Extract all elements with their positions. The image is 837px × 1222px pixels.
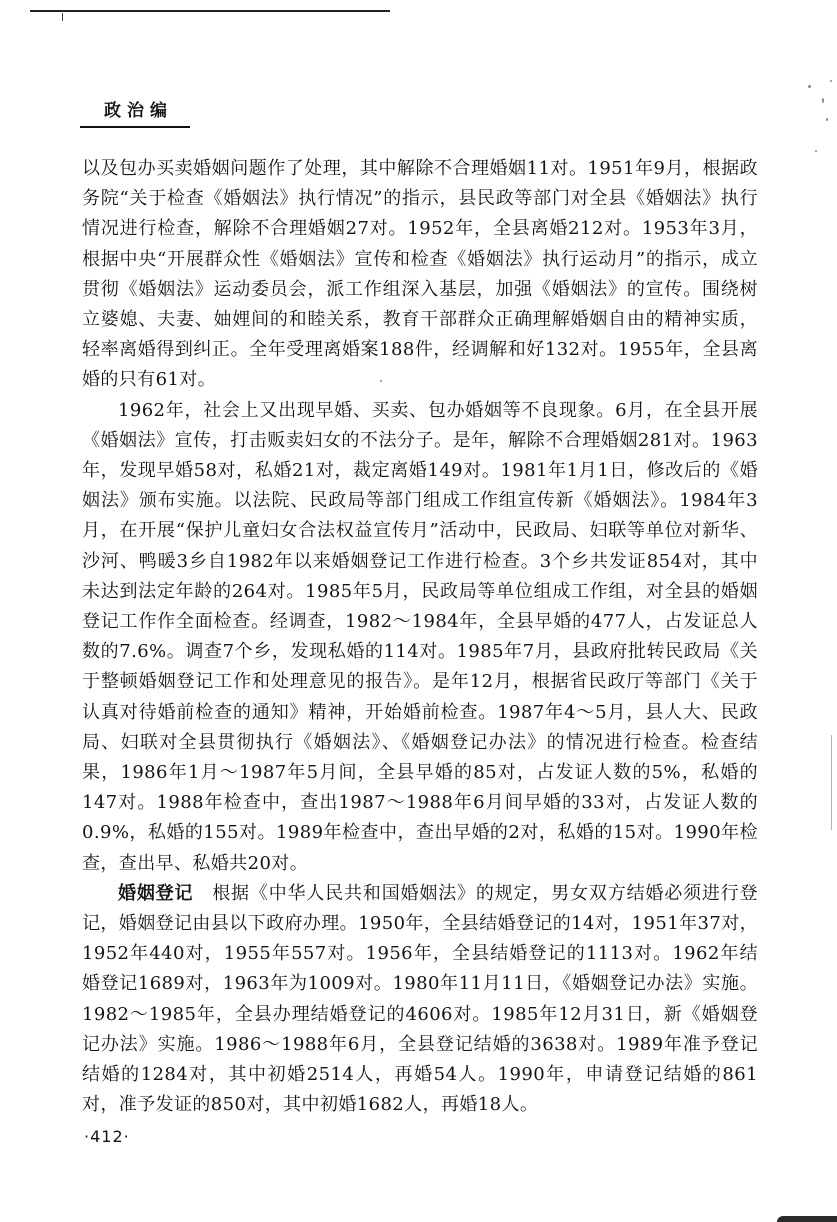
scan-speck: [822, 98, 824, 103]
paragraph-1: 以及包办买卖婚姻问题作了处理，其中解除不合理婚姻11对。1951年9月，根据政务院“关于检查《婚姻法》执行情况”的指示，县民政等部门对全县《婚姻法》执行情况进行检查，解除不合理婚姻27对。1952年，全县离婚212对。1953年3月，根据中央“开展群众性《婚姻法》宣传和检查《婚姻法》执行运动月”的指示，成立贯彻《婚姻法》运动委员会，派工作组深入基层，加强《婚姻法》的宣传。围绕树立婆媳、夫妻、妯娌间的和睦关系，教育干部群众正确理解婚姻自由的精神实质，轻率离婚得到纠正。全年受理离婚案188件，经调解和好132对。1955年，全县离婚的只有61对。: [82, 158, 758, 391]
scan-speck: [380, 380, 382, 382]
header-underline: [80, 126, 190, 128]
scan-speck: [826, 118, 828, 121]
page-number: ·412·: [84, 1127, 130, 1146]
running-header: [80, 100, 190, 128]
top-scan-rule: [30, 10, 390, 12]
marriage-registration-term: 婚姻登记: [118, 882, 194, 904]
scan-speck: [830, 80, 832, 82]
paragraph-3-text: 根据《中华人民共和国婚姻法》的规定，男女双方结婚必须进行登记，婚姻登记由县以下政府办理。1950年，全县结婚登记的14对，1951年37对，1952年440对，1955年557对。1956年，全县结婚登记的1113对。1962年结婚登记1689对，1963年为1009对。1980年11月11日，《婚姻登记办法》实施。1982～1985年，全县办理结婚登记的4606对。1985年12月31日，新《婚姻登记办法》实施。1986～1988年6月，全县登记结婚的3638对。1989年准予登记结婚的1284对，其中初婚2514人，再婚54人。1990年，申请登记结婚的861对，准予发证的850对，其中初婚1682人，再婚18人。: [82, 882, 758, 1116]
section-title: 政治编: [104, 101, 173, 121]
paragraph-3: [82, 879, 758, 1121]
scan-speck: [808, 85, 811, 88]
scan-speck: [815, 150, 817, 152]
scan-corner-smudge: [777, 1216, 837, 1222]
scan-edge-line: [831, 735, 832, 830]
body-text: [82, 154, 758, 1121]
top-scan-mark: [62, 13, 63, 21]
paragraph-2: 1962年，社会上又出现早婚、买卖、包办婚姻等不良现象。6月，在全县开展《婚姻法》宣传，打击贩卖妇女的不法分子。是年，解除不合理婚姻281对。1963年，发现早婚58对，私婚21对，裁定离婚149对。1981年1月1日，修改后的《婚姻法》颁布实施。以法院、民政局等部门组成工作组宣传新《婚姻法》。1984年3月，在开展“保护儿童妇女合法权益宣传月”活动中，民政局、妇联等单位对新华、沙河、鸭暖3乡自1982年以来婚姻登记工作进行检查。3个乡共发证854对，其中未达到法定年龄的264对。1985年5月，民政局等单位组成工作组，对全县的婚姻登记工作作全面检查。经调查，1982～1984年，全县早婚的477人，占发证总人数的7.6%。调查7个乡，发现私婚的114对。1985年7月，县政府批转民政局《关于整顿婚姻登记工作和处理意见的报告》。是年12月，根据省民政厅等部门《关于认真对待婚前检查的通知》精神，开始婚前检查。1987年4～5月，县人大、民政局、妇联对全县贯彻执行《婚姻法》、《婚姻登记办法》的情况进行检查。检查结果，1986年1月～1987年5月间，全县早婚的85对，占发证人数的5%，私婚的147对。1988年检查中，查出1987～1988年6月间早婚的33对，占发证人数的0.9%，私婚的155对。1989年检查中，查出早婚的2对，私婚的15对。1990年检查，查出早、私婚共20对。: [82, 399, 758, 874]
